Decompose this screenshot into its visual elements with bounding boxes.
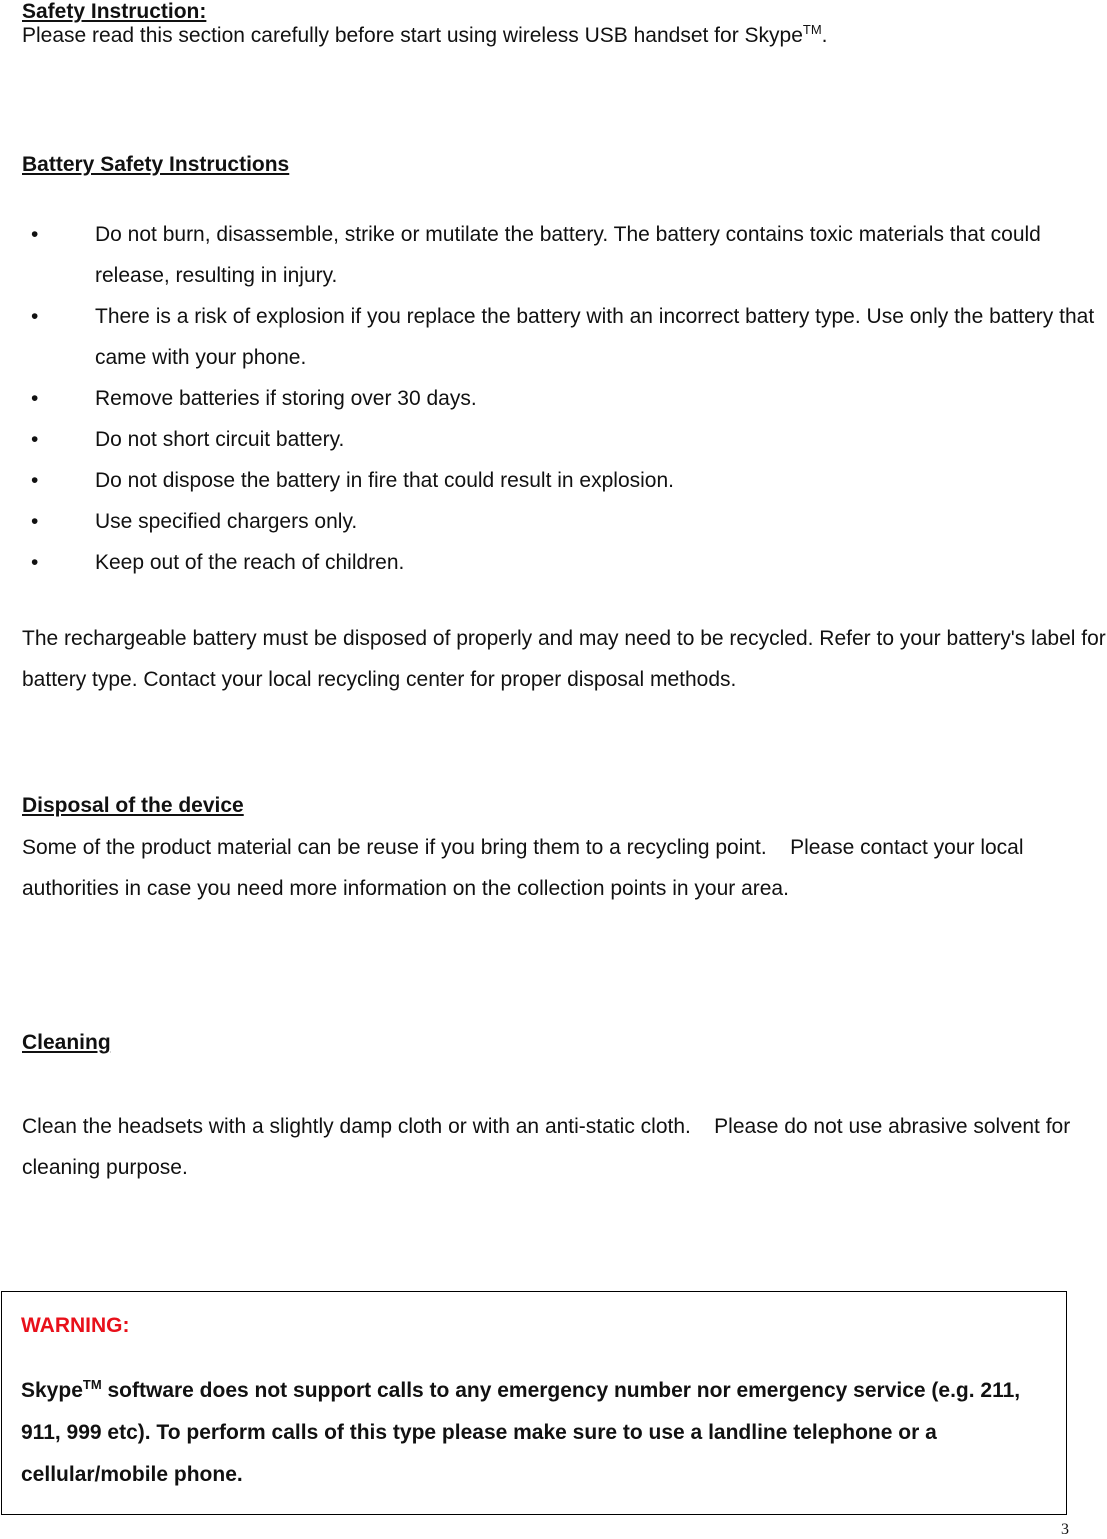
bullet-text: There is a risk of explosion if you replace the battery with an incorrect battery type. Use only the battery that came with your phone. (95, 305, 1095, 369)
intro-text (22, 24, 828, 48)
bullet-text: Keep out of the reach of children. (95, 551, 405, 574)
bullet-icon: • (31, 223, 39, 246)
bullet-text: Do not short circuit battery. (95, 428, 345, 451)
page-number: 3 (1061, 1521, 1069, 1538)
bullet-icon: • (31, 305, 39, 328)
bullet-text: Do not dispose the battery in fire that could result in explosion. (95, 469, 674, 492)
intro-text-end: . (821, 24, 828, 47)
warning-body: software does not support calls to any emergency number nor emergency service (e.g. 211, 911, 999 etc). To perform calls of this type please make sure to use a landline telephone or a cellular/mobile phone. (21, 1379, 1021, 1486)
list-item (22, 501, 1107, 542)
bullet-icon: • (31, 428, 39, 451)
disposal-paragraph: Some of the product material can be reuse if you bring them to a recycling point. Please contact your local authorities in case you need more information on the collection points in your area. (22, 836, 1030, 900)
list-item (22, 419, 1107, 460)
bullet-icon: • (31, 387, 39, 410)
bullet-icon: • (31, 510, 39, 533)
bullet-text: Do not burn, disassemble, strike or mutilate the battery. The battery contains toxic materials that could release, resulting in injury. (95, 223, 1041, 287)
bullet-text: Use specified chargers only. (95, 510, 358, 533)
battery-bullet-list (22, 214, 1107, 583)
warning-text (21, 1370, 1061, 1496)
bullet-text: Remove batteries if storing over 30 days. (95, 387, 477, 410)
battery-disposal-paragraph: The rechargeable battery must be disposed of properly and may need to be recycled. Refer to your battery's label for battery type. Contact your local recycling center for proper disposal methods. (22, 627, 1106, 691)
cleaning-heading: Cleaning (22, 1031, 111, 1054)
intro-text-main: Please read this section carefully before start using wireless USB handset for Skype (22, 24, 803, 47)
warning-brand: Skype (21, 1379, 83, 1402)
warning-box (1, 1291, 1067, 1515)
list-item (22, 542, 1107, 583)
page-title: Safety Instruction: (22, 0, 207, 23)
cleaning-paragraph: Clean the headsets with a slightly damp cloth or with an anti-static cloth. Please do not use abrasive solvent for cleaning purpose. (22, 1115, 1077, 1179)
trademark-mark: TM (802, 22, 822, 37)
warning-label: WARNING: (21, 1314, 130, 1337)
bullet-icon: • (31, 469, 39, 492)
bullet-icon: • (31, 551, 39, 574)
disposal-heading: Disposal of the device (22, 794, 244, 817)
list-item (22, 460, 1107, 501)
list-item (22, 378, 1107, 419)
battery-heading: Battery Safety Instructions (22, 153, 290, 176)
list-item (22, 296, 1107, 378)
trademark-mark: TM (82, 1377, 102, 1392)
list-item (22, 214, 1107, 296)
